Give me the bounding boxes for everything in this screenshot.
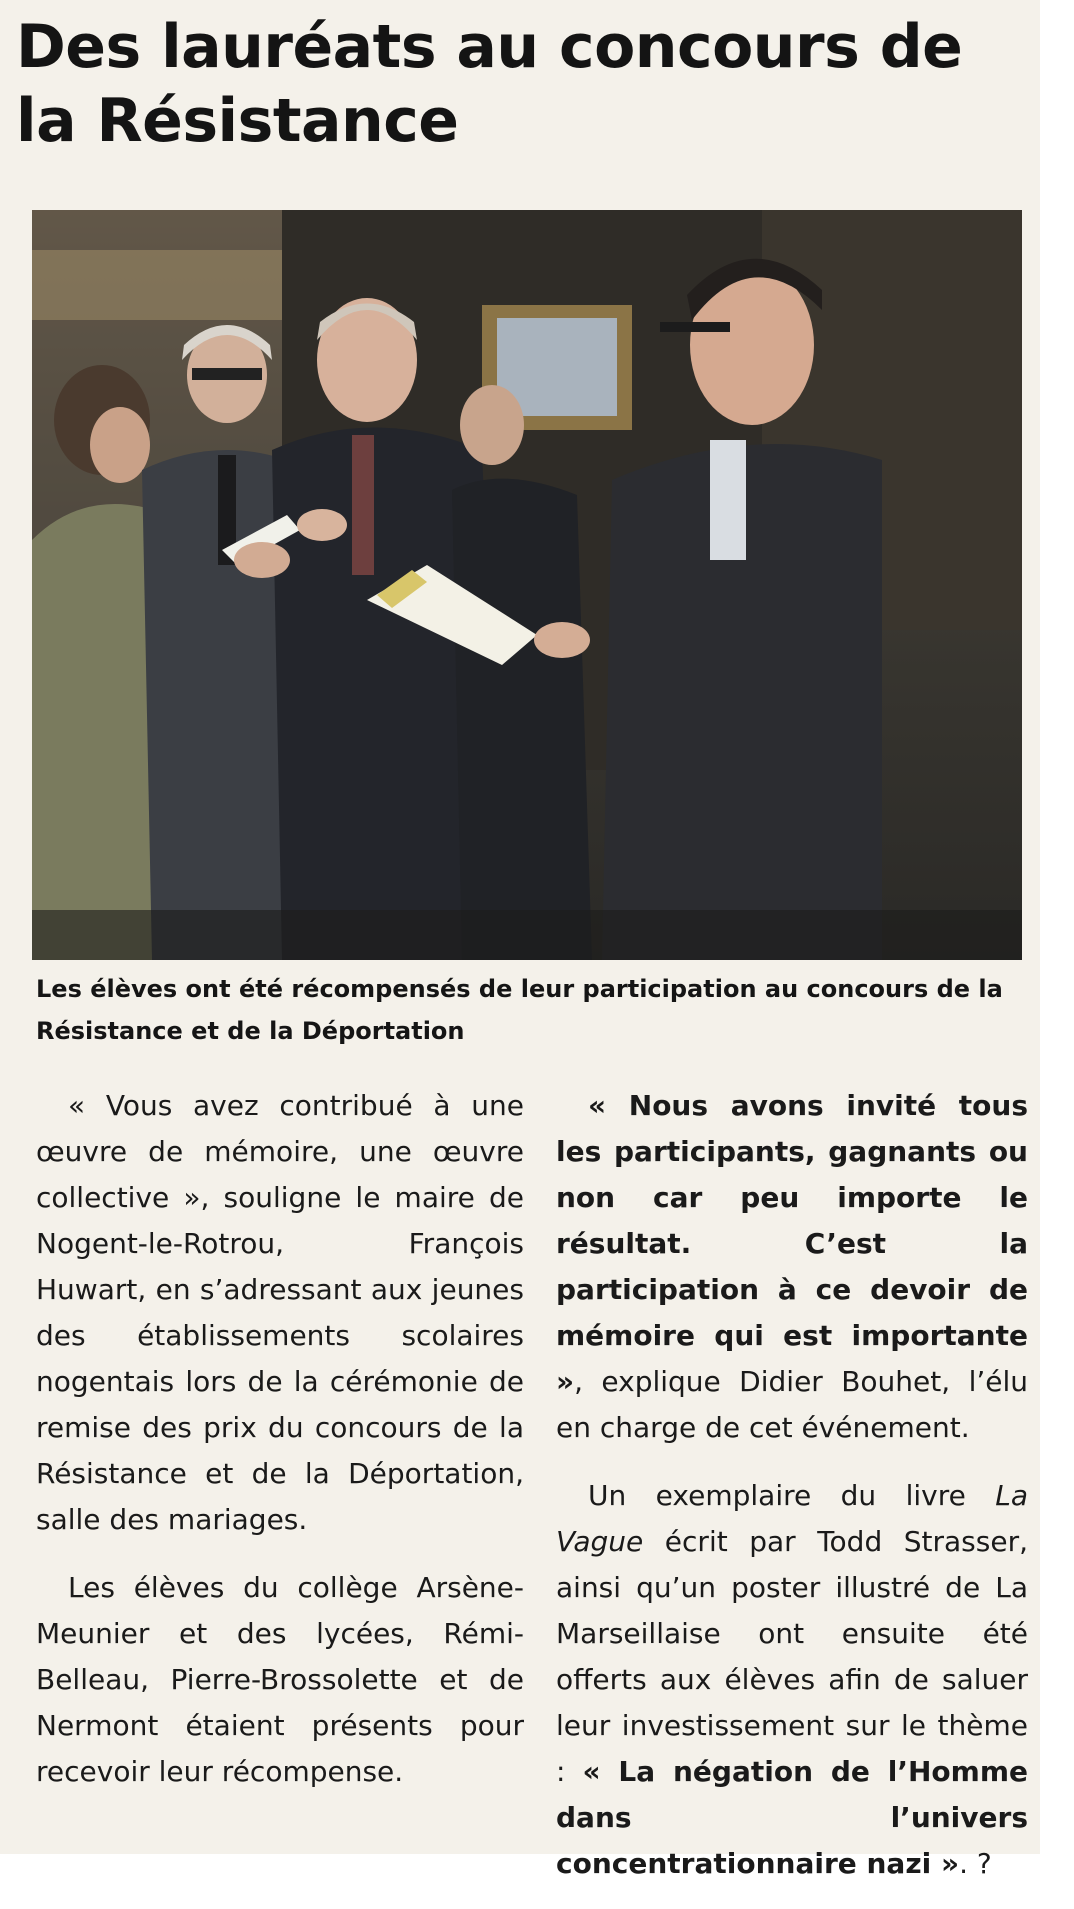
paragraph-bouhet-quote [556,1083,1028,1451]
gifts-text-a: Un exemplaire du livre [588,1479,996,1512]
article-headline: Des lauréats au concours de la Résistance [16,12,963,156]
paragraph-mayor-quote: « Vous avez contribué à une œuvre de mémoire, une œuvre collective », souligne le maire de Nogent-le-Rotrou, François Huwart, en s’adressant aux jeunes des établissements scolaires nogentais lors de la cérémonie de remise des prix du concours de la Résistance et de la Déportation, salle des mariages. [36,1089,524,1536]
gifts-text-end: . ? [959,1847,992,1880]
scan-margin [1040,0,1074,1854]
contest-theme: « La négation de l’Homme dans l’univers concentrationnaire nazi » [556,1755,1028,1880]
gifts-text-b: écrit par Todd Strasser, ainsi qu’un poster illustré de La Marseillaise ont ensuite été offerts aux élèves afin de saluer leur investissement sur le thème : [556,1525,1028,1788]
paragraph-gifts [556,1473,1028,1887]
photo-caption: Les élèves ont été récompensés de leur participation au concours de la Résistance et de la Déportation [36,975,1003,1045]
article-column-left [36,1083,524,1817]
article-photo [32,210,1022,960]
article-column-right [556,1083,1028,1909]
paragraph-students: Les élèves du collège Arsène-Meunier et des lycées, Rémi-Belleau, Pierre-Brossolette et de Nermont étaient présents pour recevoir leur récompense. [36,1571,524,1788]
book-title: La Vague [556,1479,1028,1558]
ceremony-photo-illustration [32,210,1022,960]
bouhet-quote: « Nous avons invité tous les participants, gagnants ou non car peu importe le résultat. C’est la participation à ce devoir de mémoire qui est importante » [556,1089,1028,1398]
bouhet-attribution: , explique Didier Bouhet, l’élu en charge de cet événement. [556,1365,1028,1444]
